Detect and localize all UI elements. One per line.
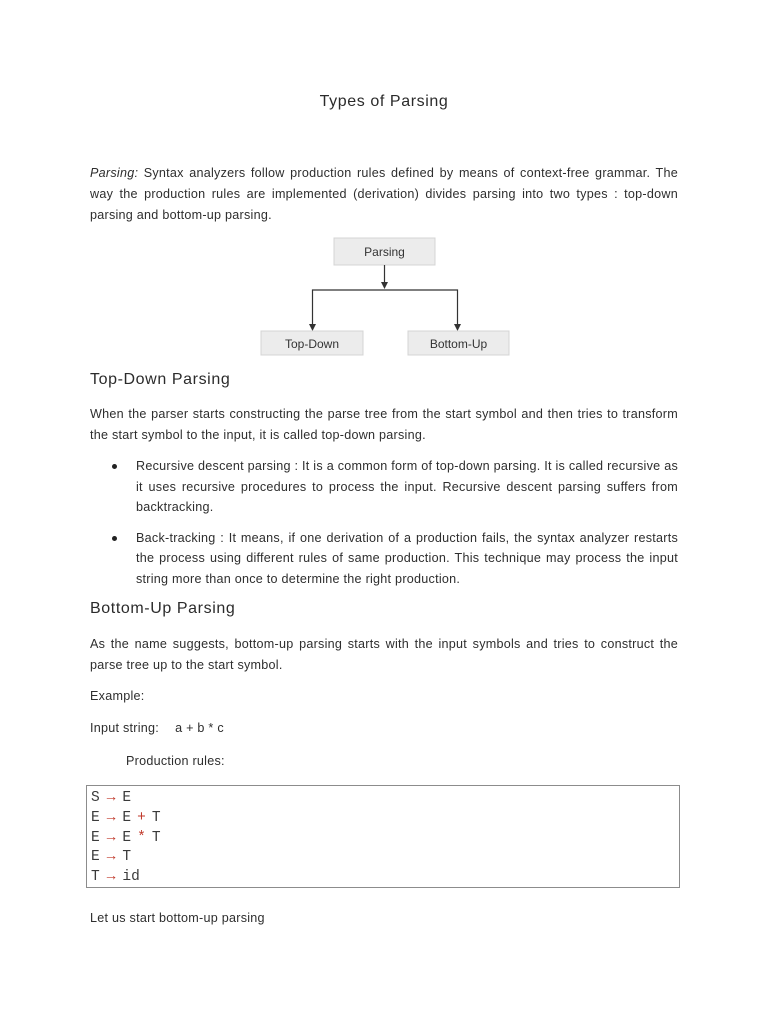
list-item (90, 528, 678, 590)
bullet-icon (112, 464, 117, 469)
diagram-branch-line (313, 290, 458, 327)
input-string-line (90, 718, 678, 739)
production-rule (91, 789, 679, 809)
rule-lhs: S (91, 790, 100, 806)
production-rules-label: Production rules: (126, 754, 225, 768)
diagram-left-arrow-head (309, 324, 316, 331)
top-down-bullet-list (90, 456, 678, 589)
rule-rhs2: T (151, 829, 161, 846)
diagram-root-label: Parsing (364, 245, 405, 259)
example-label: Example: (90, 689, 145, 703)
rule-rhs: T (122, 849, 132, 866)
bullet-text: Recursive descent parsing : It is a common form of top-down parsing. It is called recursive as it uses recursive procedures to process the input. Recursive descent parsing suffers from backtracking. (136, 459, 678, 514)
rule-rhs: E (122, 790, 132, 806)
top-down-paragraph: When the parser starts constructing the parse tree from the start symbol and then tries to transform the start symbol to the input, it is called top-down parsing. (90, 407, 678, 442)
rule-arrow-icon: → (106, 790, 116, 806)
rule-rhs: E (122, 809, 132, 826)
input-string-label: Input string: (90, 721, 160, 735)
rule-rhs2: T (151, 809, 161, 826)
bottom-up-paragraph: As the name suggests, bottom-up parsing starts with the input symbols and tries to construct the parse tree up to the start symbol. (90, 637, 678, 672)
input-string-value: a + b * c (175, 721, 224, 735)
bullet-text: Back-tracking : It means, if one derivation of a production fails, the syntax analyzer restarts the process using different rules of same production. This technique may process the input string more than once to determine the right production. (136, 530, 678, 586)
intro-text: Syntax analyzers follow production rules defined by means of context-free grammar. The way the production rules are implemented (derivation) divides parsing into two types : top-down parsing and bottom-up parsing. (90, 166, 678, 222)
rule-arrow-icon: → (106, 849, 116, 866)
rule-lhs: E (91, 849, 100, 866)
rule-operator: * (137, 829, 146, 846)
intro-paragraph (90, 163, 678, 226)
rule-rhs: id (122, 869, 140, 886)
bullet-icon (112, 536, 117, 541)
rule-lhs: T (91, 869, 100, 886)
page-title: Types of Parsing (319, 93, 449, 110)
rule-lhs: E (91, 809, 100, 826)
intro-lead-term: Parsing: (90, 166, 139, 180)
rule-operator: + (137, 809, 146, 826)
production-rules-box (86, 785, 680, 888)
bottom-up-heading: Bottom-Up Parsing (90, 600, 236, 617)
production-rule (91, 809, 679, 829)
diagram-right-arrow-head (454, 324, 461, 331)
diagram-right-label: Bottom-Up (429, 337, 488, 351)
rule-lhs: E (91, 829, 100, 846)
parsing-types-diagram (255, 236, 515, 358)
top-down-heading: Top-Down Parsing (90, 371, 231, 388)
rule-arrow-icon: → (106, 869, 116, 886)
diagram-root-arrow-head (381, 282, 388, 289)
production-rule (91, 829, 679, 849)
production-rule (91, 868, 679, 888)
diagram-left-label: Top-Down (284, 337, 340, 351)
rule-arrow-icon: → (106, 809, 116, 826)
closing-line: Let us start bottom-up parsing (90, 911, 265, 925)
production-rule (91, 848, 679, 868)
rule-arrow-icon: → (106, 829, 116, 846)
rule-rhs: E (122, 829, 132, 846)
list-item (90, 456, 678, 518)
